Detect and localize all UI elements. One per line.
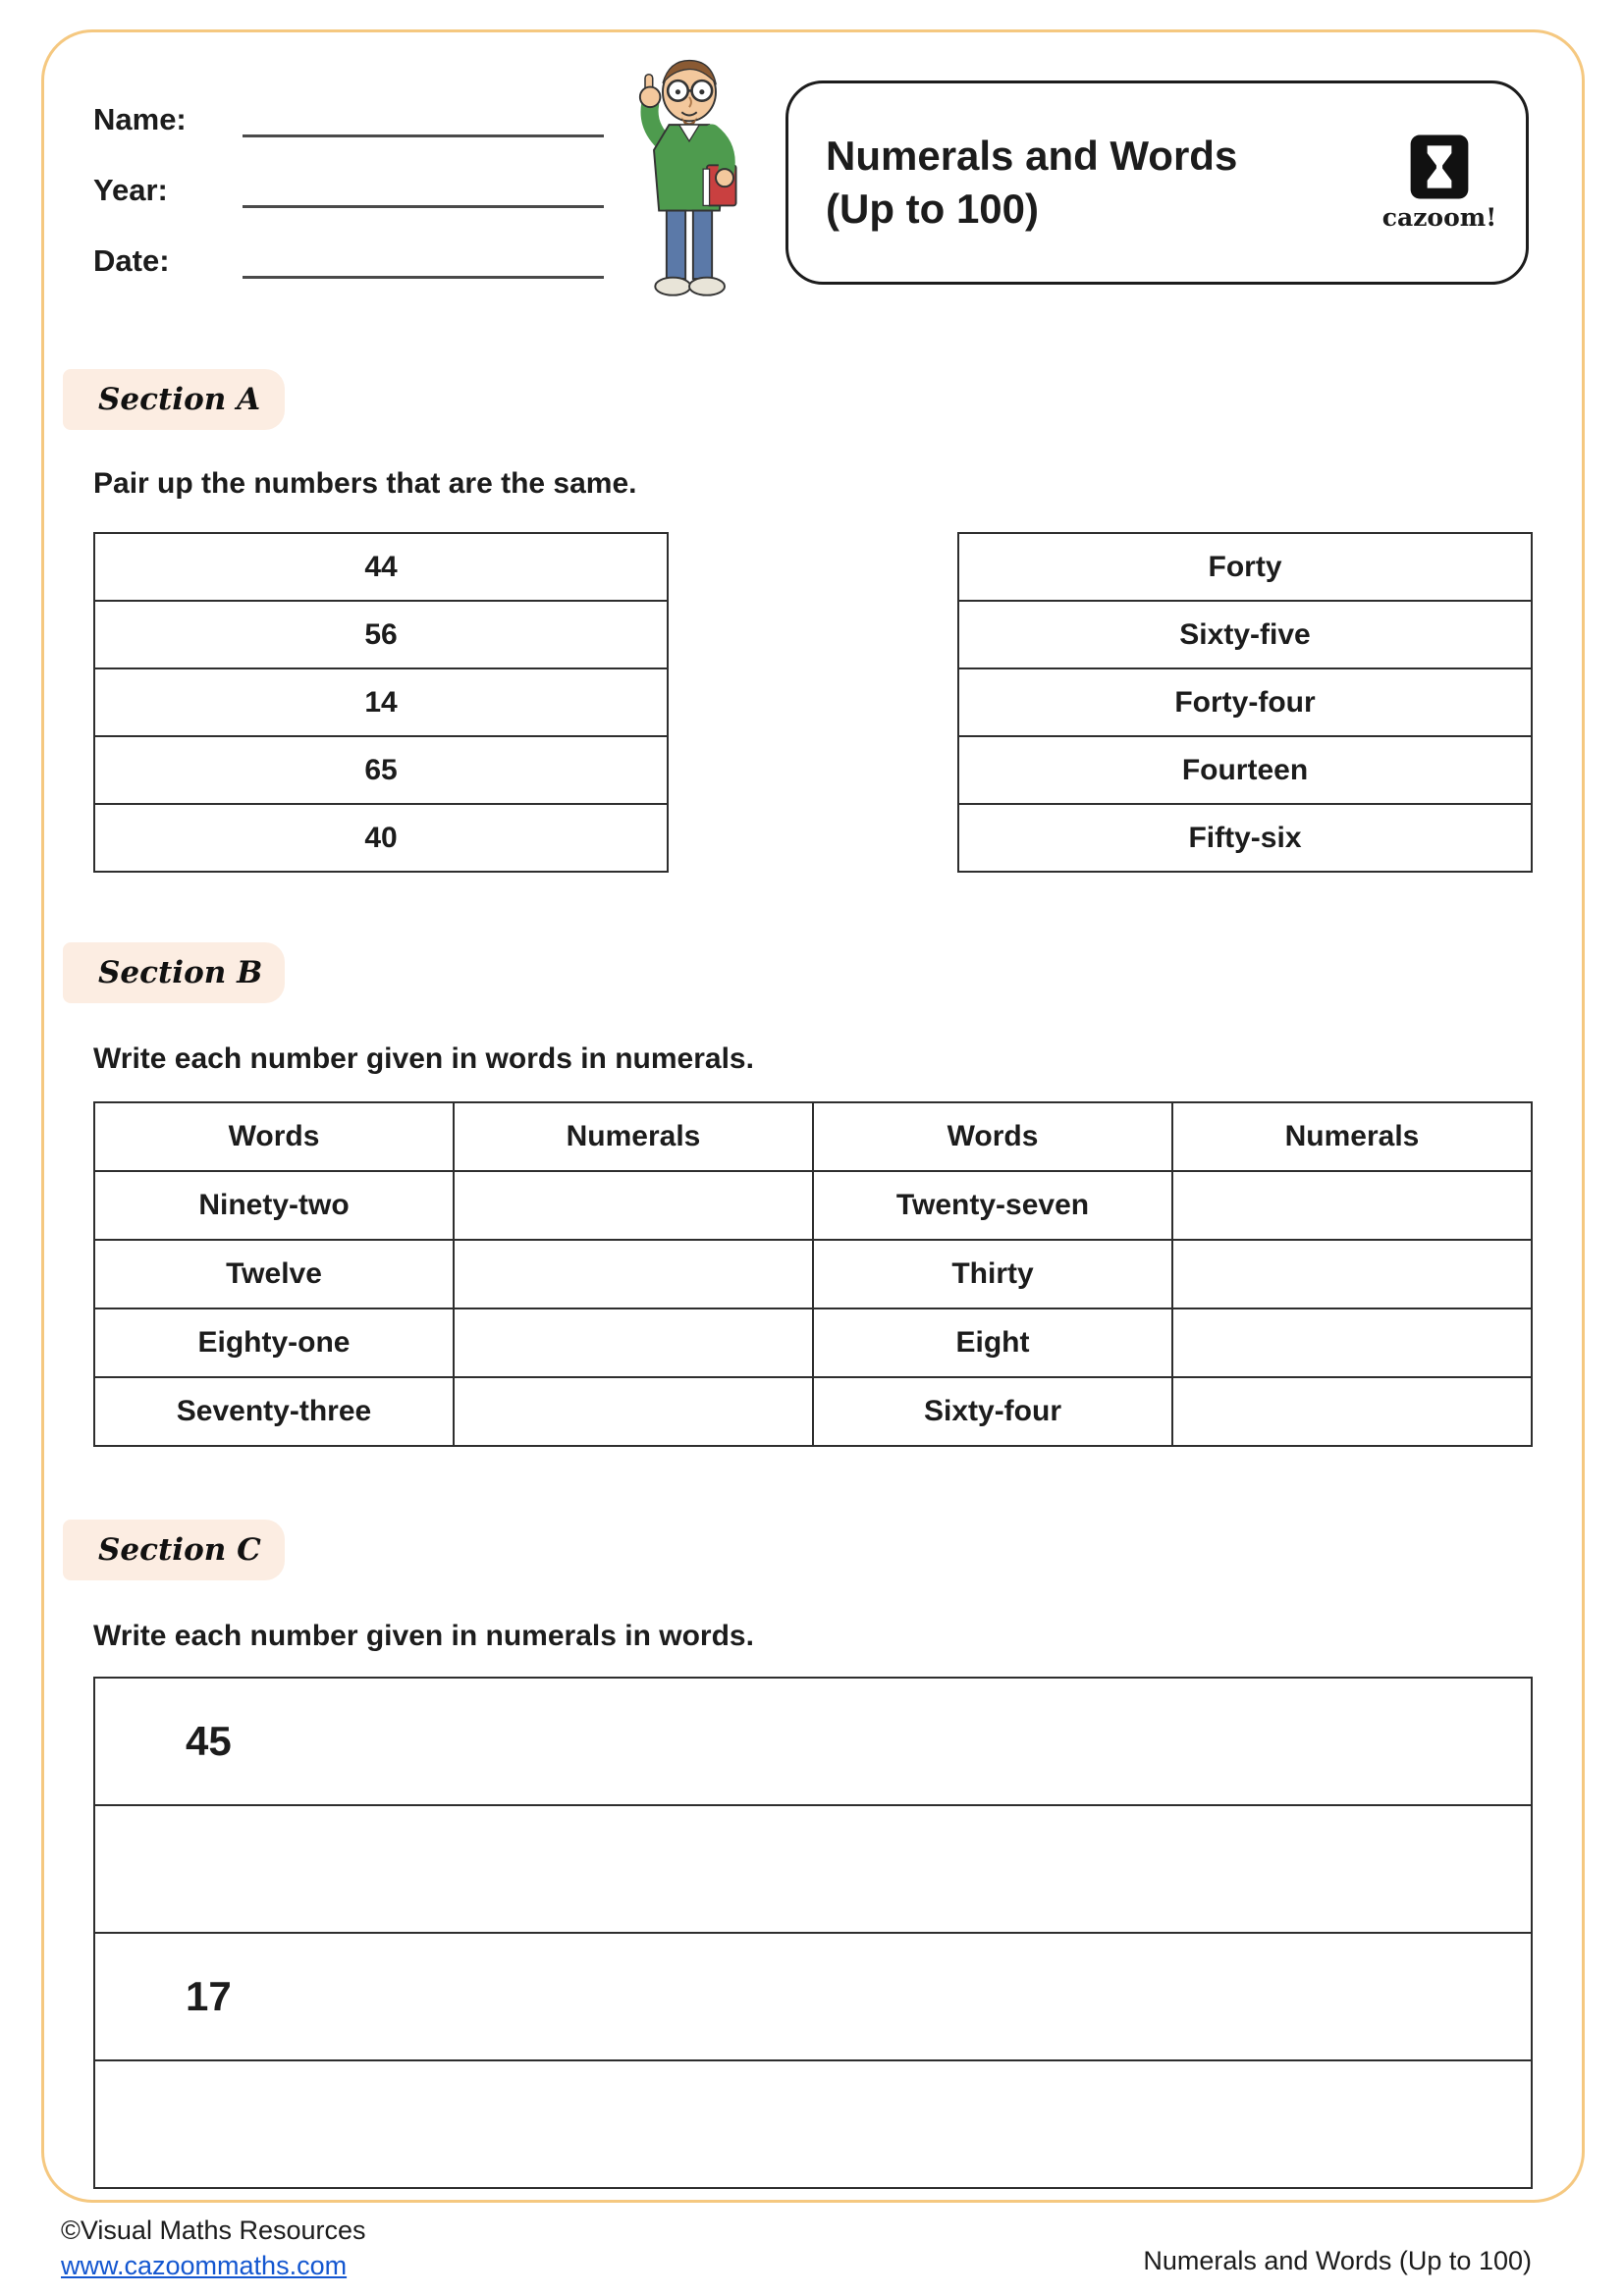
section-a-heading: Section A	[63, 369, 285, 430]
table-row	[958, 533, 1532, 601]
name-row	[93, 94, 604, 137]
col-header-words: Words	[94, 1102, 454, 1171]
table-row	[94, 736, 668, 804]
table-row	[94, 668, 668, 736]
word-option-cell: Fifty-six	[958, 804, 1532, 872]
footer-doc-title: Numerals and Words (Up to 100)	[1143, 2246, 1532, 2275]
numeral-option-cell: 40	[94, 804, 668, 872]
numbers-table	[93, 532, 669, 873]
section-a-instruction: Pair up the numbers that are the same.	[93, 467, 637, 500]
answer-cell[interactable]	[454, 1377, 813, 1446]
name-label: Name:	[93, 102, 187, 136]
word-option-cell: Forty-four	[958, 668, 1532, 736]
table-row	[94, 1308, 1532, 1377]
table-row	[94, 533, 668, 601]
word-cell: Sixty-four	[813, 1377, 1172, 1446]
year-row	[93, 165, 604, 208]
name-field[interactable]	[243, 104, 604, 137]
numeral-option-cell: 65	[94, 736, 668, 804]
word-cell: Twenty-seven	[813, 1171, 1172, 1240]
numeral-option-cell: 56	[94, 601, 668, 668]
table-row	[958, 804, 1532, 872]
title-box	[785, 80, 1529, 285]
answer-cell[interactable]	[454, 1240, 813, 1308]
table-row	[94, 1805, 1532, 1933]
numeral-option-cell: 14	[94, 668, 668, 736]
answer-cell[interactable]	[454, 1171, 813, 1240]
worksheet-title-line1: Numerals and Words	[826, 133, 1238, 180]
words-table	[957, 532, 1533, 873]
word-option-cell: Fourteen	[958, 736, 1532, 804]
teacher-illustration	[611, 49, 768, 314]
footer-left	[61, 2213, 366, 2284]
header-row	[94, 1102, 1532, 1171]
word-cell: Thirty	[813, 1240, 1172, 1308]
table-row	[958, 601, 1532, 668]
table-row	[94, 1933, 1532, 2060]
word-cell: Seventy-three	[94, 1377, 454, 1446]
teacher-icon	[611, 49, 768, 314]
word-option-cell: Sixty-five	[958, 601, 1532, 668]
col-header-numerals: Numerals	[454, 1102, 813, 1171]
section-c-instruction: Write each number given in numerals in words.	[93, 1620, 754, 1652]
answer-cell[interactable]	[94, 1805, 1532, 1933]
numeral-cell: 17	[94, 1933, 1532, 2060]
website-link[interactable]: www.cazoommaths.com	[61, 2251, 348, 2281]
date-row	[93, 236, 604, 279]
section-b-table	[93, 1101, 1533, 1447]
cazoom-logo-text: cazoom!	[1381, 203, 1497, 232]
copyright: ©Visual Maths Resources	[61, 2216, 366, 2245]
cazoom-logo	[1382, 133, 1496, 232]
table-row	[958, 736, 1532, 804]
table-row	[94, 1171, 1532, 1240]
section-b-heading: Section B	[63, 942, 285, 1003]
answer-cell[interactable]	[94, 2060, 1532, 2188]
numeral-cell: 45	[94, 1678, 1532, 1805]
answer-cell[interactable]	[1172, 1240, 1532, 1308]
date-label: Date:	[93, 243, 170, 278]
year-field[interactable]	[243, 175, 604, 208]
numeral-option-cell: 44	[94, 533, 668, 601]
answer-cell[interactable]	[1172, 1377, 1532, 1446]
table-row	[94, 601, 668, 668]
answer-cell[interactable]	[454, 1308, 813, 1377]
col-header-words: Words	[813, 1102, 1172, 1171]
cazoom-logo-icon	[1409, 133, 1470, 200]
table-row	[94, 804, 668, 872]
col-header-numerals: Numerals	[1172, 1102, 1532, 1171]
worksheet-title-line2: (Up to 100)	[826, 186, 1040, 232]
table-row	[958, 668, 1532, 736]
student-fields	[93, 94, 604, 306]
worksheet-title	[826, 130, 1382, 236]
table-row	[94, 1678, 1532, 1805]
table-row	[94, 1240, 1532, 1308]
date-field[interactable]	[243, 245, 604, 279]
table-row	[94, 2060, 1532, 2188]
answer-cell[interactable]	[1172, 1308, 1532, 1377]
word-cell: Ninety-two	[94, 1171, 454, 1240]
section-c-heading: Section C	[63, 1520, 285, 1580]
word-cell: Twelve	[94, 1240, 454, 1308]
word-cell: Eighty-one	[94, 1308, 454, 1377]
year-label: Year:	[93, 173, 168, 207]
table-row	[94, 1377, 1532, 1446]
section-c-table	[93, 1677, 1533, 2189]
word-cell: Eight	[813, 1308, 1172, 1377]
word-option-cell: Forty	[958, 533, 1532, 601]
answer-cell[interactable]	[1172, 1171, 1532, 1240]
section-b-instruction: Write each number given in words in numerals.	[93, 1042, 754, 1075]
